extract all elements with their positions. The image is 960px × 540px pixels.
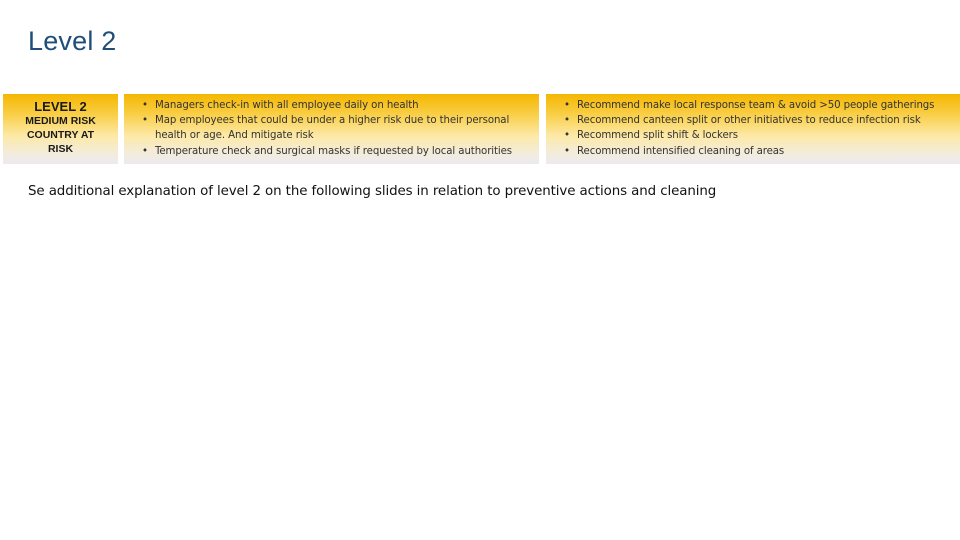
list-item-text: Managers check-in with all employee daily on health — [155, 100, 419, 111]
bullet-icon: • — [564, 145, 570, 157]
caption-text: Se additional explanation of level 2 on the following slides in relation to preventive actions and cleaning — [28, 184, 717, 199]
page-title: Level 2 — [28, 26, 117, 56]
list-item-text: Map employees that could be under a higher risk due to their personal health or age. And mitigate risk — [155, 115, 510, 142]
list-item — [124, 113, 539, 143]
bullet-icon: • — [142, 100, 148, 111]
level-sub-line: RISK — [47, 143, 74, 155]
list-item-text: Temperature check and surgical masks if requested by local authorities — [155, 145, 513, 157]
bullet-icon: • — [142, 145, 148, 157]
list-item-text: Recommend intensified cleaning of areas — [577, 145, 785, 157]
bullet-icon: • — [564, 115, 570, 127]
list-item-text: Recommend split shift & lockers — [577, 130, 738, 142]
measures-column-1 — [124, 94, 539, 164]
list-item — [124, 144, 539, 159]
measures-column-2 — [546, 94, 960, 164]
list-item — [546, 128, 960, 143]
bullet-list — [124, 94, 539, 159]
list-item-text: Recommend canteen split or other initiatives to reduce infection risk — [577, 115, 921, 127]
level-sub-line: MEDIUM RISK — [25, 115, 96, 127]
list-item — [546, 98, 960, 113]
bullet-icon: • — [564, 130, 570, 142]
list-item — [546, 144, 960, 159]
level-sub-line: COUNTRY AT — [26, 129, 95, 141]
bullet-icon: • — [142, 115, 148, 127]
level-heading: LEVEL 2 — [34, 99, 87, 114]
list-item-text: Recommend make local response team & avoid >50 people gatherings — [577, 100, 935, 111]
list-item — [546, 113, 960, 128]
level-box — [3, 94, 118, 164]
bullet-list — [546, 94, 960, 159]
list-item — [124, 98, 539, 113]
bullet-icon: • — [564, 100, 570, 111]
